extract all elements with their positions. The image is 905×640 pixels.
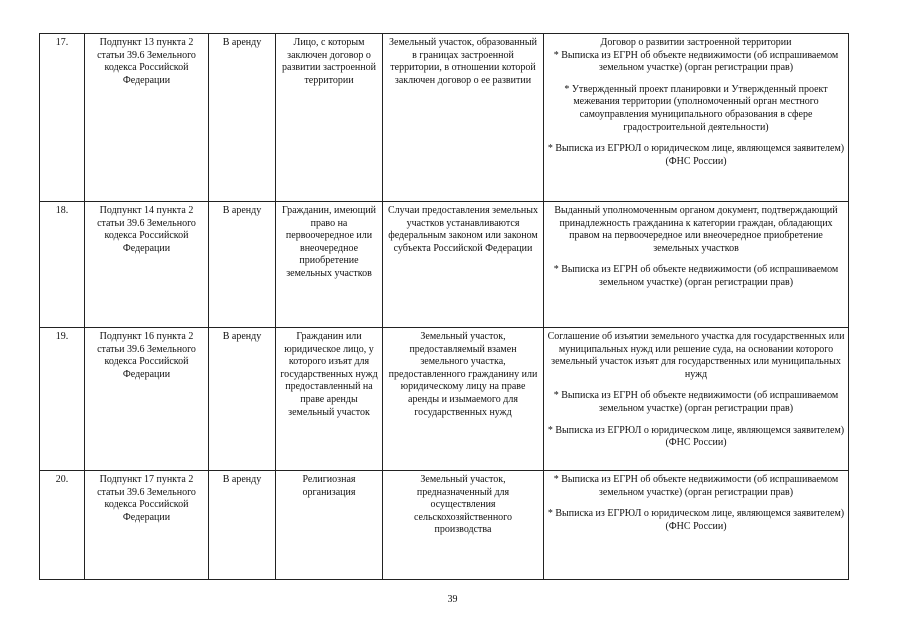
provision-form: В аренду bbox=[209, 328, 276, 471]
applicant-category: Гражданин или юридическое лицо, у которого изъят для государственных нужд предоставленный на праве аренды земельный участок bbox=[276, 328, 383, 471]
row-number: 19. bbox=[40, 328, 85, 471]
required-documents bbox=[544, 471, 849, 580]
document-paragraph: * Выписка из ЕГРЮЛ о юридическом лице, являющемся заявителем) (ФНС России) bbox=[547, 508, 845, 532]
land-plot-description: Земельный участок, предоставляемый взамен земельного участка, предоставленного гражданину или юридическому лицу на праве аренды и изымаемого для государственных нужд bbox=[383, 328, 544, 471]
document-paragraph: * Выписка из ЕГРН об объекте недвижимости (об испрашиваемом земельном участке) (орган регистрации прав) bbox=[553, 264, 839, 288]
document-paragraph: Договор о развитии застроенной территории * Выписка из ЕГРН об объекте недвижимости (об испрашиваемом земельном участке) (орган регистрации прав) bbox=[553, 37, 839, 74]
required-documents bbox=[544, 202, 849, 328]
required-documents bbox=[544, 328, 849, 471]
row-number: 20. bbox=[40, 471, 85, 580]
applicant-category: Лицо, с которым заключен договор о развитии застроенной территории bbox=[276, 34, 383, 202]
document-paragraph: * Выписка из ЕГРЮЛ о юридическом лице, являющемся заявителем) (ФНС России) bbox=[547, 143, 845, 167]
provision-form: В аренду bbox=[209, 34, 276, 202]
land-plot-description: Земельный участок, предназначенный для осуществления сельскохозяйственного производства bbox=[383, 471, 544, 580]
provision-form: В аренду bbox=[209, 471, 276, 580]
page-number: 39 bbox=[447, 594, 458, 605]
required-documents bbox=[544, 34, 849, 202]
document-paragraph: Соглашение об изъятии земельного участка для государственных или муниципальных нужд или решение суда, на основании которого земельный участок изъят для государственных или муниципальных нужд bbox=[547, 331, 845, 380]
legal-basis: Подпункт 16 пункта 2 статьи 39.6 Земельного кодекса Российской Федерации bbox=[85, 328, 209, 471]
document-paragraph: * Выписка из ЕГРН об объекте недвижимости (об испрашиваемом земельном участке) (орган регистрации прав) bbox=[553, 474, 839, 498]
applicant-category: Религиозная организация bbox=[276, 471, 383, 580]
legal-basis: Подпункт 14 пункта 2 статьи 39.6 Земельного кодекса Российской Федерации bbox=[85, 202, 209, 328]
land-plot-description: Случаи предоставления земельных участков устанавливаются федеральным законом или законом субъекта Российской Федерации bbox=[383, 202, 544, 328]
row-number: 17. bbox=[40, 34, 85, 202]
legal-basis: Подпункт 17 пункта 2 статьи 39.6 Земельного кодекса Российской Федерации bbox=[85, 471, 209, 580]
document-paragraph: Выданный уполномоченным органом документ, подтверждающий принадлежность гражданина к категории граждан, обладающих правом на первоочередное или внеочередное приобретение земельных участков bbox=[554, 205, 838, 254]
document-paragraph: * Утвержденный проект планировки и Утвержденный проект межевания территории (уполномоченный орган местного самоуправления муниципального образования в сфере градостроительной деятельности) bbox=[564, 83, 828, 133]
row-number: 18. bbox=[40, 202, 85, 328]
legal-basis: Подпункт 13 пункта 2 статьи 39.6 Земельного кодекса Российской Федерации bbox=[85, 34, 209, 202]
land-plot-description: Земельный участок, образованный в границах застроенной территории, в отношении которой заключен договор о ее развитии bbox=[383, 34, 544, 202]
table-row bbox=[40, 202, 849, 328]
document-paragraph: * Выписка из ЕГРЮЛ о юридическом лице, являющемся заявителем) (ФНС России) bbox=[547, 424, 845, 449]
applicant-category: Гражданин, имеющий право на первоочередное или внеочередное приобретение земельных участков bbox=[276, 202, 383, 328]
document-paragraph: * Выписка из ЕГРН об объекте недвижимости (об испрашиваемом земельном участке) (орган регистрации прав) bbox=[553, 390, 839, 414]
table-row bbox=[40, 328, 849, 471]
provision-form: В аренду bbox=[209, 202, 276, 328]
table-row bbox=[40, 34, 849, 202]
table-row bbox=[40, 471, 849, 580]
services-table bbox=[39, 33, 849, 580]
